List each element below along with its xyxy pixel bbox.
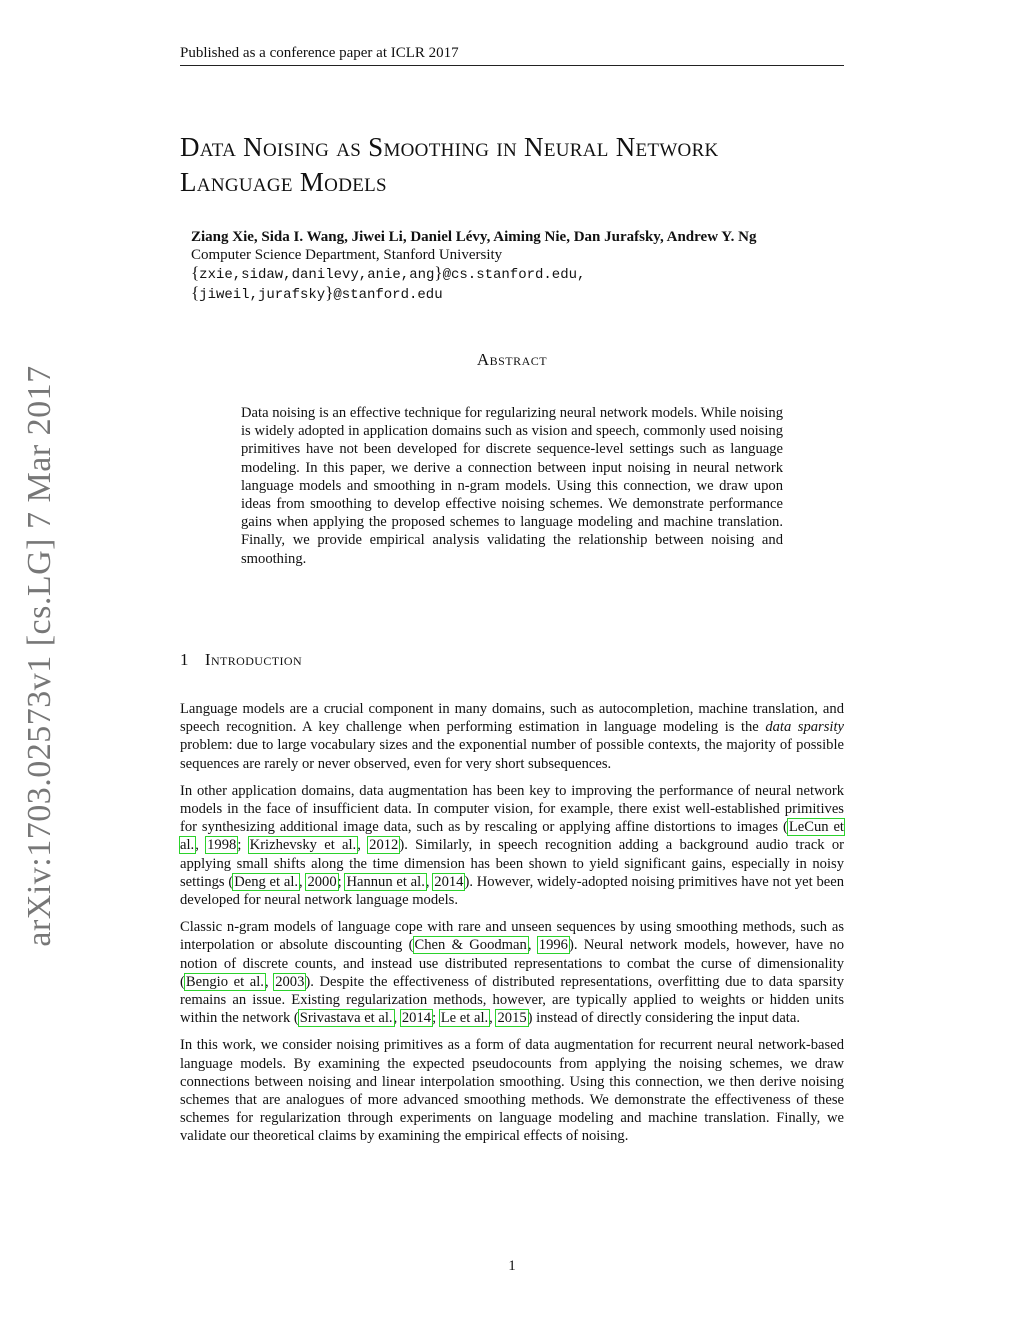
citation-link[interactable]: 2015: [497, 1010, 527, 1027]
abstract-heading: Abstract: [476, 350, 548, 369]
p1-emphasis: data sparsity: [765, 719, 844, 736]
email-users-1: zxie,sidaw,danilevy,anie,ang: [199, 267, 435, 283]
p2-text-a: In other application domains, data augmentation has been key to improving the performance of neural network models in the face of insufficient data. In computer vision, for example, there exist well-established primitives for synthesizing additional image data, such as by rescaling or applying affine distortions to images (: [180, 782, 844, 836]
title-line-2: Language Models: [180, 167, 387, 197]
citation-link[interactable]: Le et al.: [440, 1010, 489, 1027]
email-domain-1: @cs.stanford.edu,: [442, 267, 586, 283]
citation-link[interactable]: 2014: [434, 873, 464, 890]
paragraph-1: [180, 700, 844, 773]
email-line-1: {zxie,sidaw,danilevy,anie,ang}@cs.stanford.edu,: [191, 263, 586, 283]
paragraph-2: [180, 782, 844, 909]
paper-title: [180, 130, 860, 200]
citation-link[interactable]: Hannun et al.: [346, 873, 425, 890]
p2-sep-6: ,: [425, 873, 434, 890]
p3-text-a: Classic n-gram models of language cope with rare and unseen sequences by using smoothing methods, such as interpolation or absolute discounting (: [180, 919, 844, 954]
p2-text-c: ). However, widely-adopted noising primitives have not yet been developed for neural network language models.: [180, 873, 845, 909]
email-users-2: jiweil,jurafsky: [199, 287, 326, 303]
abstract-text: Data noising is an effective technique for regularizing neural network models. While noising is widely adopted in application domains such as vision and speech, commonly used noising primitives have not been developed for discrete sequence-level settings such as language modeling. In this paper, we derive a connection between input noising in neural network language models and smoothing in n-gram models. Using this connection, we draw upon ideas from smoothing to develop effective noising schemes. We demonstrate performance gains when applying the proposed schemes to language modeling and machine translation. Finally, we provide empirical analysis validating the relationship between noising and smoothing.: [241, 405, 783, 567]
p2-sep-5: ;: [337, 873, 346, 890]
p3-sep-1: ,: [527, 937, 538, 954]
section-title: Introduction: [204, 650, 303, 669]
author-names: Ziang Xie, Sida I. Wang, Jiwei Li, Daniel Lévy, Aiming Nie, Dan Jurafsky, Andrew Y. Ng: [191, 229, 757, 245]
p3-sep-2: ,: [264, 973, 275, 990]
affiliation: Computer Science Department, Stanford University: [191, 247, 503, 263]
arxiv-identifier-text: arXiv:1703.02573v1 [cs.LG] 7 Mar 2017: [21, 365, 58, 947]
p3-text-b: ). Neural network models, however, have no notion of discrete counts, and instead use distributed representations to combat the curse of dimensionality (: [180, 937, 845, 990]
p2-sep-2: ;: [237, 837, 249, 854]
running-header: Published as a conference paper at ICLR 2017: [180, 44, 844, 66]
citation-link[interactable]: Deng et al.: [234, 873, 299, 890]
citation-link[interactable]: Chen & Goodman: [414, 937, 527, 954]
citation-link[interactable]: 2003: [275, 973, 305, 990]
introduction-body: [180, 700, 844, 1155]
email-domain-2: @stanford.edu: [333, 287, 443, 303]
arxiv-identifier: [20, 356, 60, 956]
p3-sep-4: ;: [432, 1010, 440, 1027]
paragraph-3: [180, 918, 844, 1027]
section-number: 1: [180, 650, 189, 669]
p2-text-b: ). Similarly, in speech recognition adding a background audio track or applying small shifts along the time dimension has been shown to yield significant gains, especially in noisy settings (: [180, 837, 845, 890]
citation-link[interactable]: Krizhevsky et al.: [249, 837, 357, 854]
citation-link[interactable]: 1996: [538, 937, 568, 954]
author-block: [191, 228, 851, 304]
p3-sep-3: ,: [393, 1010, 401, 1027]
section-heading-introduction: [180, 650, 302, 670]
email-line-2: {jiweil,jurafsky}@stanford.edu: [191, 283, 443, 303]
citation-link[interactable]: Srivastava et al.: [299, 1010, 393, 1027]
page-number: 1: [508, 1258, 516, 1274]
citation-link[interactable]: LeCun et al.: [180, 819, 844, 854]
p1-text-a: Language models are a crucial component in many domains, such as autocompletion, machine translation, and speech recognition. A key challenge when performing estimation in language modeling is the: [180, 701, 844, 736]
p3-sep-5: ,: [489, 1010, 497, 1027]
citation-link[interactable]: 2000: [307, 873, 337, 890]
citation-link[interactable]: Bengio et al.: [185, 973, 264, 990]
paragraph-4: In this work, we consider noising primitives as a form of data augmentation for recurrent neural network-based language models. By examining the expected pseudocounts from applying the noising schemes, we draw connections between noising and linear interpolation smoothing. Using this connection, we then derive noising schemes that are analogues of more advanced smoothing methods. We demonstrate the effectiveness of these schemes for regularization through experiments on language modeling and machine translation. Finally, we validate our theoretical claims by examining the empirical effects of noising.: [180, 1037, 844, 1145]
citation-link[interactable]: 1998: [207, 837, 237, 854]
p3-text-c: ). Despite the effectiveness of distributed representations, overfitting due to data sparsity remains an issue. Existing regularization methods, however, are typically applied to weights or hidden units within the network (: [180, 973, 845, 1027]
p1-text-b: problem: due to large vocabulary sizes and the exponential number of possible contexts, the majority of possible sequences are rarely or never observed, even for very short subsequences.: [180, 737, 844, 772]
p2-sep-4: ,: [299, 873, 307, 890]
p3-text-d: ) instead of directly considering the input data.: [527, 1010, 800, 1027]
p2-sep-1: ,: [195, 837, 207, 854]
p2-sep-3: ,: [357, 837, 369, 854]
citation-link[interactable]: 2012: [369, 837, 399, 854]
citation-link[interactable]: 2014: [401, 1010, 432, 1027]
title-line-1: Data Noising as Smoothing in Neural Network: [180, 132, 719, 162]
